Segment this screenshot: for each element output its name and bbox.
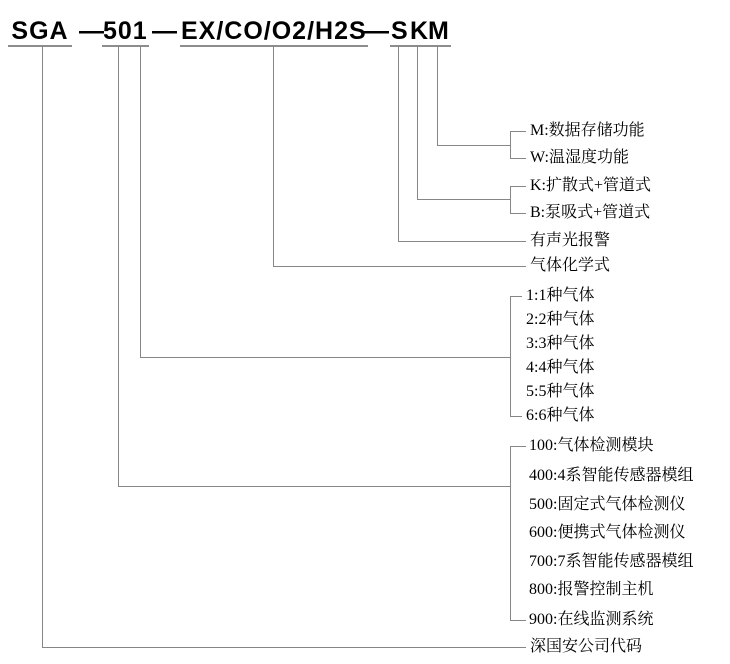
label-gas-count-4: 4:4种气体 [526, 359, 595, 376]
bracket-gas-count-tick-bottom [510, 416, 522, 417]
bracket-gas-count-vertical [510, 296, 511, 417]
label-gas-count-2: 2:2种气体 [526, 311, 595, 328]
label-gas-count-1: 1:1种气体 [526, 287, 595, 304]
line-company-vertical [42, 45, 43, 648]
label-sampling-k: K:扩散式+管道式 [530, 177, 652, 194]
code-option-k: K [410, 17, 430, 45]
label-series-500: 500:固定式气体检测仪 [529, 496, 686, 513]
code-option-s: S [391, 17, 409, 45]
label-function-w: W:温湿度功能 [530, 149, 629, 166]
line-gas-count-vertical [140, 45, 141, 358]
label-series-700: 700:7系智能传感器模组 [529, 553, 694, 570]
label-series-800: 800:报警控制主机 [529, 581, 654, 598]
code-separator-2: — [152, 17, 177, 45]
bracket-series-vertical [510, 446, 511, 621]
label-series-600: 600:便携式气体检测仪 [529, 524, 686, 541]
line-alarm-vertical [398, 45, 399, 242]
label-gas-formula: 气体化学式 [530, 257, 611, 274]
code-series-number: 501 [103, 17, 148, 45]
line-sampling-horizontal [417, 199, 511, 200]
label-gas-count-5: 5:5种气体 [526, 383, 595, 400]
bracket-sampling-vertical [510, 186, 511, 214]
line-company-horizontal [42, 647, 526, 648]
line-alarm-horizontal [398, 241, 526, 242]
bracket-sampling-tick-top [510, 186, 526, 187]
code-separator-1: — [79, 17, 104, 45]
code-option-m: M [428, 17, 450, 45]
label-alarm: 有声光报警 [530, 232, 611, 249]
bracket-sampling-tick-bottom [510, 213, 526, 214]
line-function-horizontal [437, 145, 511, 146]
line-function-vertical [437, 45, 438, 146]
label-gas-count-6: 6:6种气体 [526, 407, 595, 424]
bracket-series-tick-bottom [510, 620, 526, 621]
label-gas-count-3: 3:3种气体 [526, 335, 595, 352]
label-series-400: 400:4系智能传感器模组 [529, 467, 694, 484]
code-gas-formula: EX/CO/O2/H2S [181, 17, 367, 45]
label-series-100: 100:气体检测模块 [529, 437, 654, 454]
bracket-function-tick-bottom [510, 158, 526, 159]
line-sampling-vertical [417, 45, 418, 200]
line-gas-formula-vertical [273, 45, 274, 267]
bracket-gas-count-tick-top [510, 296, 522, 297]
line-gas-count-horizontal [140, 357, 510, 358]
bracket-function-vertical [510, 131, 511, 159]
line-series-vertical [118, 45, 119, 487]
bracket-series-tick-top [510, 446, 526, 447]
code-separator-3: — [364, 17, 389, 45]
line-gas-formula-horizontal [273, 266, 526, 267]
code-company-prefix: SGA [8, 19, 72, 47]
line-series-horizontal [118, 486, 510, 487]
label-series-900: 900:在线监测系统 [529, 611, 654, 628]
label-company-code: 深国安公司代码 [530, 638, 643, 655]
label-sampling-b: B:泵吸式+管道式 [530, 204, 651, 221]
bracket-function-tick-top [510, 131, 526, 132]
label-function-m: M:数据存储功能 [530, 122, 645, 139]
